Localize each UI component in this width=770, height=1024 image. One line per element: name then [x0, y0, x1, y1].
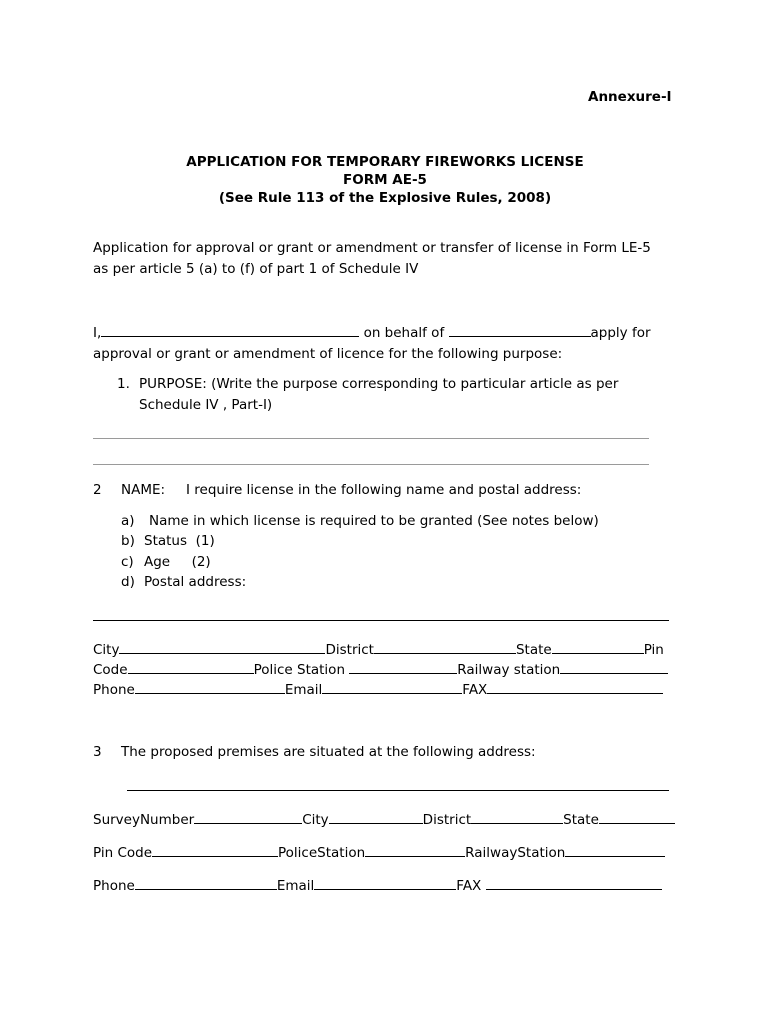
premises-text: The proposed premises are situated at the following address:: [121, 744, 536, 760]
state-label: State: [515, 642, 552, 658]
code-label: Code: [93, 662, 128, 678]
premises-number: 3: [93, 744, 102, 760]
premises-district-field[interactable]: [471, 809, 563, 824]
premises-fax-field[interactable]: [486, 875, 662, 890]
form-number: FORM AE-5: [343, 172, 427, 188]
declaration-apply-for: apply for: [590, 325, 651, 341]
list-marker-c: c): [121, 554, 134, 570]
purpose-answer-line-2[interactable]: [93, 464, 649, 465]
email-label: Email: [284, 682, 323, 698]
phone-row: [93, 679, 663, 698]
postal-address-line[interactable]: [93, 620, 669, 621]
purpose-line-2: Schedule IV , Part-I): [139, 397, 273, 413]
code-row: [93, 659, 668, 678]
name-section-text: I require license in the following name and postal address:: [186, 482, 582, 498]
premises-phone-label: Phone: [93, 878, 135, 894]
premises-city-field[interactable]: [329, 809, 423, 824]
list-marker-d: d): [121, 574, 135, 590]
list-item-age: Age (2): [144, 554, 211, 570]
list-marker-b: b): [121, 533, 135, 549]
purpose-number: 1.: [117, 376, 130, 392]
phone-label: Phone: [93, 682, 135, 698]
premises-address-line[interactable]: [127, 790, 669, 791]
premises-phone-field[interactable]: [135, 875, 277, 890]
premises-email-label: Email: [276, 878, 315, 894]
list-item-name: Name in which license is required to be granted (See notes below): [149, 513, 599, 529]
premises-state-field[interactable]: [599, 809, 675, 824]
premises-police-station-field[interactable]: [365, 842, 465, 857]
purpose-answer-line-1[interactable]: [93, 438, 649, 439]
pin-label: Pin: [643, 642, 664, 658]
intro-line-1: Application for approval or grant or amendment or transfer of license in Form LE-5: [93, 240, 651, 256]
declaration-line-2: approval or grant or amendment of licence for the following purpose:: [93, 346, 563, 362]
email-field[interactable]: [322, 679, 462, 694]
annexure-label: Annexure-I: [588, 89, 672, 105]
premises-state-label: State: [563, 812, 599, 828]
intro-line-2: as per article 5 (a) to (f) of part 1 of Schedule IV: [93, 261, 419, 277]
railway-station-label: Railway station: [457, 662, 561, 678]
premises-pin-code-label: Pin Code: [93, 845, 153, 861]
pin-code-field[interactable]: [128, 659, 254, 674]
survey-number-label: SurveyNumber: [93, 812, 195, 828]
fax-label: FAX: [462, 682, 488, 698]
city-row: [93, 639, 664, 658]
premises-fax-label: FAX: [456, 878, 482, 894]
survey-number-field[interactable]: [194, 809, 302, 824]
city-label: City: [93, 642, 120, 658]
declaration-on-behalf: on behalf of: [363, 325, 445, 341]
police-station-field[interactable]: [349, 659, 457, 674]
phone-field[interactable]: [135, 679, 285, 694]
name-section-label: NAME:: [121, 482, 166, 498]
premises-district-label: District: [422, 812, 472, 828]
police-station-label: Police Station: [253, 662, 345, 678]
state-field[interactable]: [552, 639, 644, 654]
premises-railway-station-label: RailwayStation: [465, 845, 566, 861]
fax-field[interactable]: [487, 679, 663, 694]
premises-pin-code-field[interactable]: [152, 842, 278, 857]
survey-row: [93, 809, 675, 828]
city-field[interactable]: [119, 639, 325, 654]
district-label: District: [325, 642, 374, 658]
list-marker-a: a): [121, 513, 135, 529]
list-item-status: Status (1): [144, 533, 215, 549]
name-section-number: 2: [93, 482, 102, 498]
form-rule-reference: (See Rule 113 of the Explosive Rules, 2008): [218, 190, 552, 206]
form-title: APPLICATION FOR TEMPORARY FIREWORKS LICENSE: [186, 154, 584, 170]
purpose-line-1: PURPOSE: (Write the purpose corresponding to particular article as per: [139, 376, 619, 392]
premises-railway-station-field[interactable]: [565, 842, 665, 857]
declaration-prefix: I,: [93, 325, 102, 341]
premises-police-station-label: PoliceStation: [278, 845, 366, 861]
list-item-postal-address: Postal address:: [144, 574, 247, 590]
declaration-line: [93, 322, 651, 343]
premises-email-field[interactable]: [314, 875, 456, 890]
premises-city-label: City: [302, 812, 329, 828]
applicant-name-field[interactable]: [101, 322, 359, 337]
district-field[interactable]: [374, 639, 516, 654]
premises-phone-row: [93, 875, 662, 894]
premises-pin-row: [93, 842, 665, 861]
railway-station-field[interactable]: [560, 659, 668, 674]
on-behalf-of-field[interactable]: [449, 322, 591, 337]
